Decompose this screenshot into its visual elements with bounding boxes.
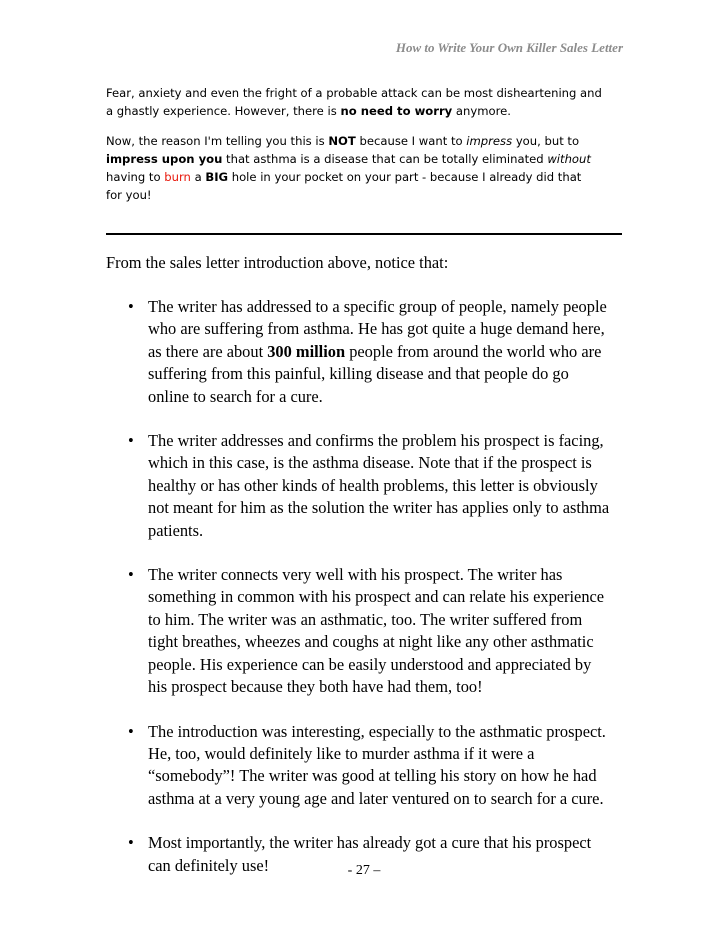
list-item-line: “somebody”! The writer was good at telling his story on how he had [148,766,597,786]
bullet-icon: • [128,833,134,853]
list-item-line: healthy or has other kinds of health problems, this letter is obviously [148,475,598,495]
analysis-bullet-list [128,296,628,899]
emphasis-italic: impress [466,134,513,148]
list-item-line: suffering from this painful, killing disease and that people do go [148,364,569,384]
list-item-line: to him. The writer was an asthmatic, too. The writer suffered from [148,609,583,629]
list-item-line: which in this case, is the asthma disease. Note that if the prospect is [148,453,592,473]
list-item-line: The writer addresses and confirms the problem his prospect is facing, [148,431,604,451]
excerpt-text: Now, the reason I'm telling you this is [106,134,329,148]
list-item-line: tight breathes, wheezes and coughs at night like any other asthmatic [148,632,594,652]
running-header: How to Write Your Own Killer Sales Letter [395,40,623,55]
list-item-text: as there are about [148,341,268,361]
emphasis-bold: NOT [328,134,356,148]
list-item-line: He, too, would definitely like to murder asthma if it were a [148,743,535,763]
list-item [128,564,628,698]
list-item [128,296,628,408]
excerpt-paragraph-2 [106,132,626,204]
list-item [128,430,628,542]
emphasis-bold: BIG [205,170,229,184]
excerpt-text: a ghastly experience. However, there is [106,104,341,118]
list-item-line: people. His experience can be easily understood and appreciated by [148,654,592,674]
list-item-line: The introduction was interesting, especially to the asthmatic prospect. [148,721,606,741]
emphasis-italic: without [547,152,591,166]
emphasis-red: burn [164,170,191,184]
excerpt-text: hole in your pocket on your part - because I already did that [228,170,582,184]
list-item [128,721,628,811]
emphasis-bold: no need to worry [340,104,453,118]
sales-letter-excerpt [106,84,626,216]
excerpt-paragraph-1 [106,84,626,120]
emphasis-bold: 300 million [267,341,346,361]
excerpt-text: a [190,170,206,184]
excerpt-text: that asthma is a disease that can be totally eliminated [222,152,548,166]
bullet-icon: • [128,565,134,585]
excerpt-text: having to [106,170,165,184]
list-item-line: patients. [148,520,204,540]
excerpt-text: anymore. [452,104,511,118]
excerpt-text: because I want to [355,134,467,148]
list-item-line: online to search for a cure. [148,386,323,406]
bullet-icon: • [128,431,134,451]
list-item-text: people from around the world who are [345,341,602,361]
bullet-icon: • [128,721,134,741]
emphasis-bold: impress upon you [106,152,223,166]
intro-sentence: From the sales letter introduction above, notice that: [106,253,449,272]
list-item-line: who are suffering from asthma. He has got quite a huge demand here, [148,319,605,339]
list-item-line: Most importantly, the writer has already got a cure that his prospect [148,833,592,853]
list-item-line [148,341,628,363]
horizontal-divider [106,233,622,235]
list-item-line: The writer connects very well with his prospect. The writer has [148,565,563,585]
bullet-icon: • [128,297,134,316]
list-item-line: not meant for him as the solution the writer has applies only to asthma [148,498,610,518]
page-number: - 27 – [347,863,381,878]
list-item-line: something in common with his prospect and can relate his experience [148,587,605,607]
excerpt-text: Fear, anxiety and even the fright of a probable attack can be most disheartening and [106,86,602,100]
excerpt-text: for you! [106,188,152,202]
list-item-line: his prospect because they both have had them, too! [148,677,483,697]
list-item-line: asthma at a very young age and later ventured on to search for a cure. [148,788,604,808]
list-item-line: The writer has addressed to a specific group of people, namely people [148,297,607,316]
excerpt-text: you, but to [512,134,580,148]
list-item-line: can definitely use! [148,855,270,875]
